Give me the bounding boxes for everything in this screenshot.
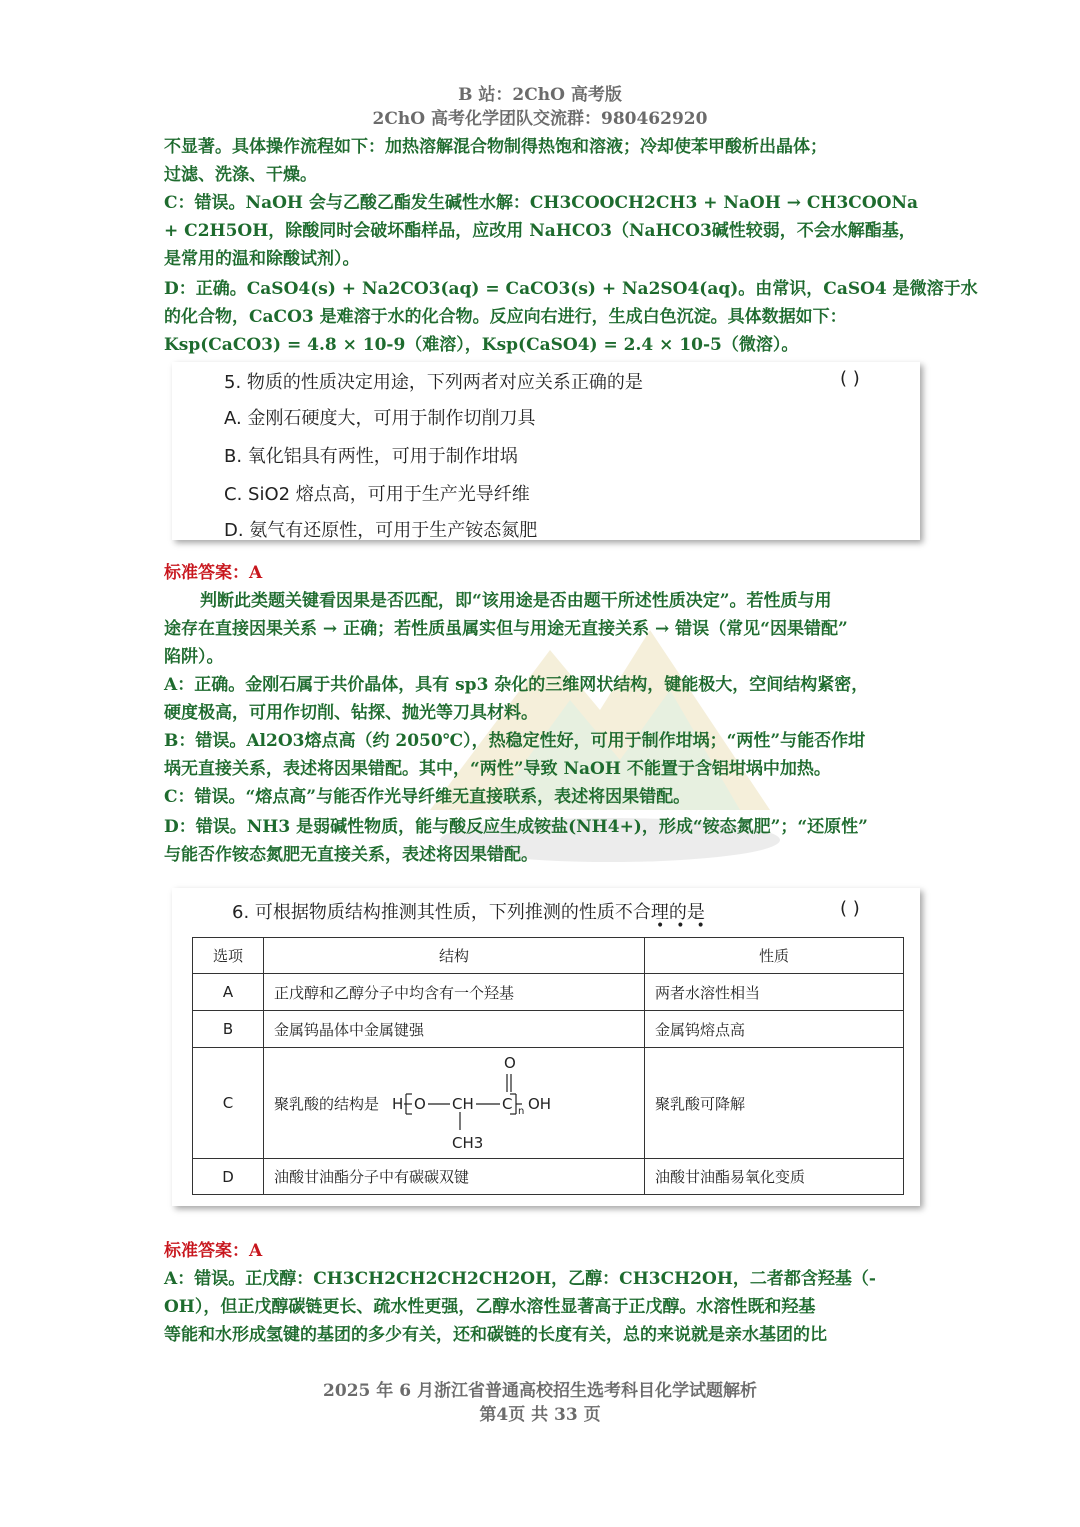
q5-option-b: B. 氧化铝具有两性，可用于制作坩埚 xyxy=(224,446,518,467)
ans5-b-line-2: 埚无直接关系，表述将因果错配。其中，“两性”导致 NaOH 不能置于含铝坩埚中加热。 xyxy=(164,759,831,779)
question-5-box xyxy=(172,362,920,540)
q5-stem: 5. 物质的性质决定用途，下列两者对应关系正确的是 xyxy=(224,372,643,393)
q5-option-a: A. 金刚石硬度大，可用于制作切削刀具 xyxy=(224,408,536,429)
intro-c-line-2: + C2H5OH，除酸同时会破坏酯样品，应改用 NaHCO3（NaHCO3碱性较弱，不会水解酯基， xyxy=(164,221,916,241)
header-structure: 结构 xyxy=(264,938,645,974)
polylactic-acid-formula xyxy=(392,1054,572,1154)
intro-d-line-3: Ksp(CaCO3) = 4.8 × 10-9（难溶），Ksp(CaSO4) = 2.4 × 10-5（微溶）。 xyxy=(164,335,799,355)
row-d-option: D xyxy=(193,1159,264,1195)
intro-d-line-2: 的化合物，CaCO3 是难溶于水的化合物。反应向右进行，生成白色沉淀。具体数据如下： xyxy=(164,307,847,327)
q5-option-d: D. 氨气有还原性，可用于生产铵态氮肥 xyxy=(224,520,538,541)
q5-option-c: C. SiO2 熔点高，可用于生产光导纤维 xyxy=(224,484,530,505)
formula-oh: OH xyxy=(528,1095,552,1113)
row-c-option: C xyxy=(193,1048,264,1159)
header-group: 2ChO 高考化学团队交流群：980462920 xyxy=(372,109,708,129)
ans5-d-line-2: 与能否作铵态氮肥无直接关系，表述将因果错配。 xyxy=(164,845,538,865)
header-property: 性质 xyxy=(645,938,904,974)
footer-title: 2025 年 6 月浙江省普通高校招生选考科目化学试题解析 xyxy=(323,1381,757,1401)
formula-ch3: CH3 xyxy=(452,1134,484,1152)
table-row xyxy=(193,1048,904,1159)
row-b-structure: 金属钨晶体中金属键强 xyxy=(264,1011,645,1048)
intro-line-2: 过滤、洗涤、干燥。 xyxy=(164,165,317,185)
ans5-b-line-1: B：错误。Al2O3熔点高（约 2050℃），热稳定性好，可用于制作坩埚；“两性”与能否作坩 xyxy=(164,731,866,751)
q6-paren: ( ) xyxy=(840,898,860,919)
row-a-property: 两者水溶性相当 xyxy=(645,974,904,1011)
row-c-property: 聚乳酸可降解 xyxy=(645,1048,904,1159)
formula-n: n xyxy=(518,1106,525,1117)
table-row xyxy=(193,1159,904,1195)
formula-h: H xyxy=(392,1095,404,1113)
intro-c-line-3: 是常用的温和除酸试剂）。 xyxy=(164,249,360,269)
row-c-structure xyxy=(264,1048,645,1159)
ans6-line-3: 等能和水形成氢键的基团的多少有关，还和碳链的长度有关，总的来说就是亲水基团的比 xyxy=(164,1325,827,1345)
q5-paren: ( ) xyxy=(840,368,860,389)
row-c-structure-text: 聚乳酸的结构是 xyxy=(274,1094,380,1113)
table-row xyxy=(193,1011,904,1048)
intro-c-line-1: C：错误。NaOH 会与乙酸乙酯发生碱性水解：CH3COOCH2CH3 + NaOH → CH3COONa xyxy=(164,193,918,213)
ans5-a-line-1: A：正确。金刚石属于共价晶体，具有 sp3 杂化的三维网状结构，键能极大，空间结构紧密， xyxy=(164,675,869,695)
intro-d-line-1: D：正确。CaSO4(s) + Na2CO3(aq) = CaCO3(s) + Na2SO4(aq)。由常识，CaSO4 是微溶于水 xyxy=(164,279,978,299)
ans5-para-1: 判断此类题关键看因果是否匹配，即“该用途是否由题干所述性质决定”。若性质与用 xyxy=(200,591,832,611)
emphasis-dots-icon: ••• xyxy=(656,918,717,934)
page-number: 第4页 共 33 页 xyxy=(479,1405,601,1425)
header-bilibili: B 站：2ChO 高考版 xyxy=(458,85,622,105)
formula-ch: CH xyxy=(452,1095,474,1113)
row-a-structure: 正戊醇和乙醇分子中均含有一个羟基 xyxy=(264,974,645,1011)
q6-table xyxy=(192,937,904,1195)
ans5-para-2: 途存在直接因果关系 → 正确；若性质虽属实但与用途无直接关系 → 错误（常见“因果错配” xyxy=(164,619,848,639)
answer-5-label: 标准答案：A xyxy=(164,563,263,583)
ans5-c-line-1: C：错误。“熔点高”与能否作光导纤维无直接联系，表述将因果错配。 xyxy=(164,787,691,807)
q6-stem: 6. 可根据物质结构推测其性质，下列推测的性质不合理的是 xyxy=(232,902,705,923)
formula-top-o: O xyxy=(504,1054,516,1072)
table-header-row xyxy=(193,938,904,974)
formula-o: O xyxy=(414,1095,426,1113)
ans5-d-line-1: D：错误。NH3 是弱碱性物质，能与酸反应生成铵盐(NH4+)，形成“铵态氮肥”；“还原性” xyxy=(164,817,868,837)
row-d-property: 油酸甘油酯易氧化变质 xyxy=(645,1159,904,1195)
formula-c: C xyxy=(502,1095,513,1113)
answer-6-label: 标准答案：A xyxy=(164,1241,263,1261)
header-option: 选项 xyxy=(193,938,264,974)
ans6-line-2: OH），但正戊醇碳链更长、疏水性更强，乙醇水溶性显著高于正戊醇。水溶性既和羟基 xyxy=(164,1297,816,1317)
ans5-a-line-2: 硬度极高，可用作切削、钻探、抛光等刀具材料。 xyxy=(164,703,538,723)
ans5-para-3: 陷阱）。 xyxy=(164,647,224,667)
row-d-structure: 油酸甘油酯分子中有碳碳双键 xyxy=(264,1159,645,1195)
ans6-line-1: A：错误。正戊醇：CH3CH2CH2CH2CH2OH，乙醇：CH3CH2OH，二者都含羟基（- xyxy=(164,1269,876,1289)
table-row xyxy=(193,974,904,1011)
row-b-option: B xyxy=(193,1011,264,1048)
row-b-property: 金属钨熔点高 xyxy=(645,1011,904,1048)
row-a-option: A xyxy=(193,974,264,1011)
intro-line-1: 不显著。具体操作流程如下：加热溶解混合物制得热饱和溶液；冷却使苯甲酸析出晶体； xyxy=(164,137,827,157)
